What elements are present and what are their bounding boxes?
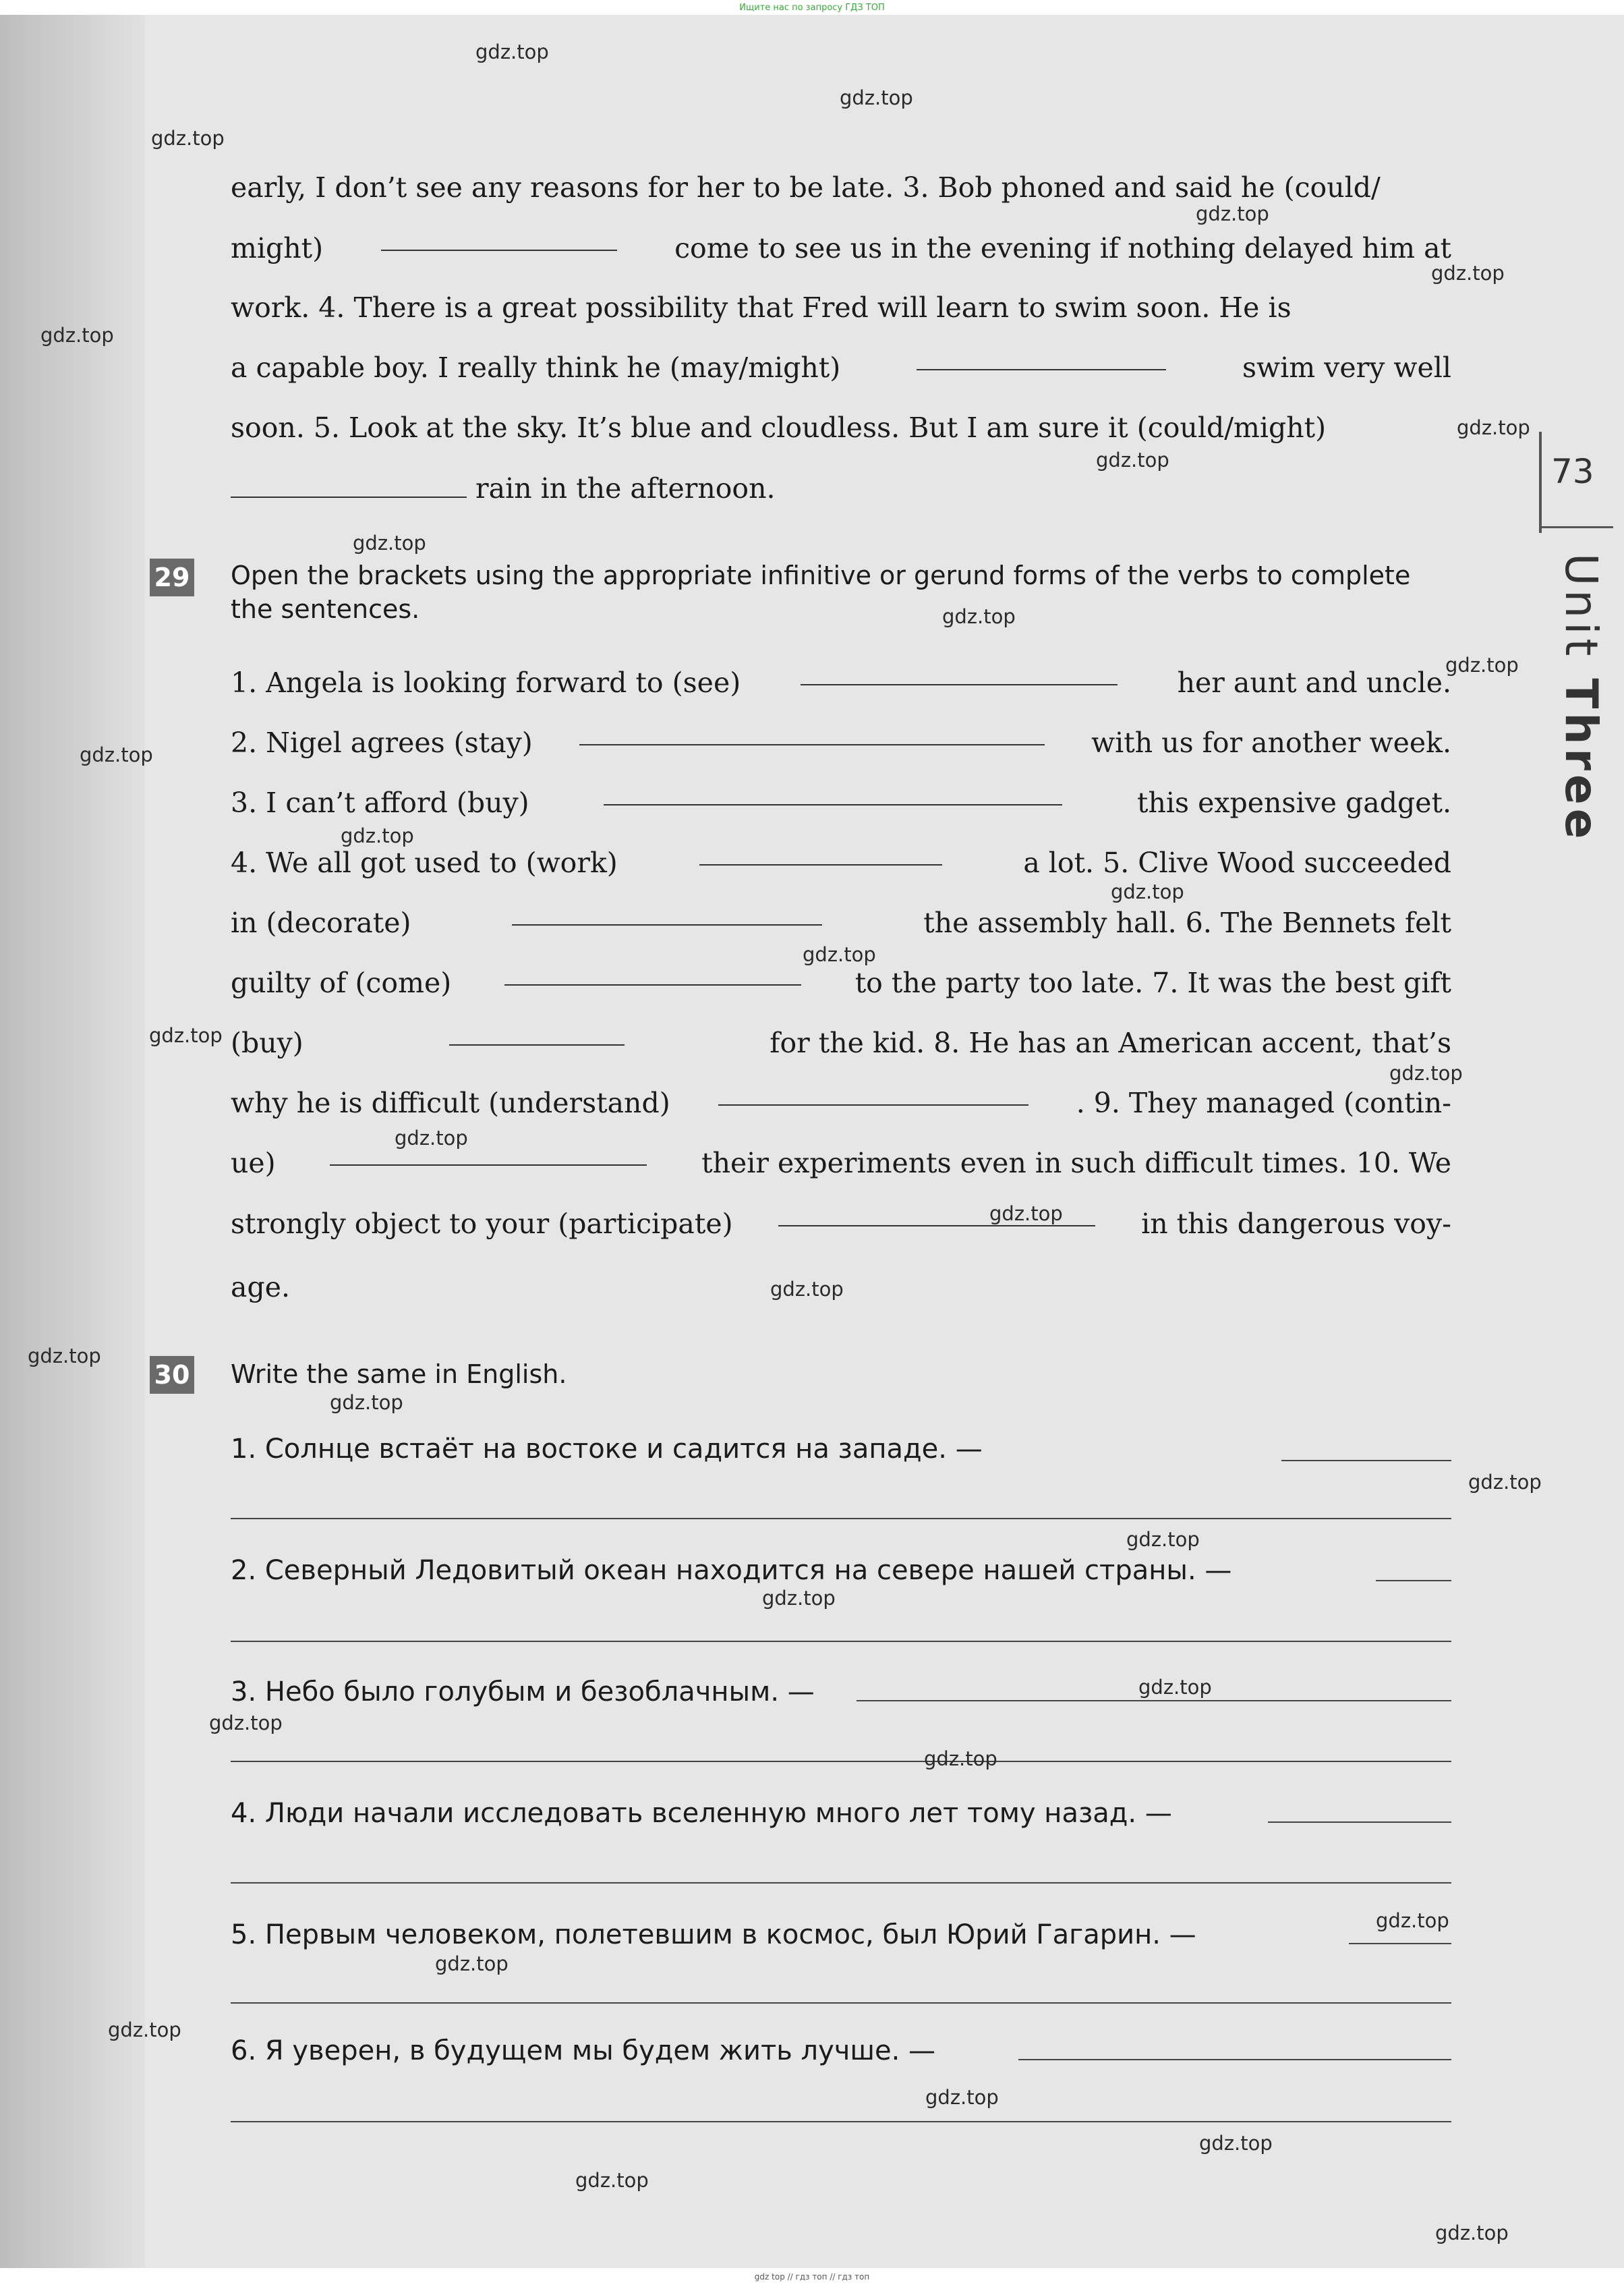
- answer-blank[interactable]: [699, 844, 942, 866]
- exercise-instruction: Write the same in English.: [231, 1359, 567, 1389]
- watermark: gdz.top: [353, 532, 426, 555]
- text-segment: in (decorate): [231, 907, 411, 939]
- text-line: [231, 289, 1451, 327]
- watermark: gdz.top: [475, 40, 549, 63]
- translation-item: 3. Небо было голубым и безоблачным. —: [231, 1676, 815, 1707]
- text-segment: why he is difficult (understand): [231, 1087, 670, 1119]
- watermark: gdz.top: [1376, 1909, 1449, 1932]
- watermark: gdz.top: [151, 127, 225, 150]
- answer-blank[interactable]: [579, 724, 1045, 745]
- watermark: gdz.top: [435, 1952, 509, 1975]
- text-line: [231, 409, 1451, 447]
- watermark: gdz.top: [924, 1747, 997, 1770]
- text-segment: ue): [231, 1147, 276, 1179]
- watermark: gdz.top: [40, 324, 114, 347]
- text-segment: a lot. 5. Clive Wood succeeded: [1023, 847, 1451, 879]
- watermark: gdz.top: [989, 1202, 1063, 1225]
- text-segment: early, I don’t see any reasons for her to be late. 3. Bob phoned and said he (could/: [231, 171, 1381, 204]
- watermark: gdz.top: [28, 1345, 101, 1367]
- watermark: gdz.top: [80, 743, 153, 766]
- translation-item: 4. Люди начали исследовать вселенную много лет тому назад. —: [231, 1798, 1172, 1829]
- watermark: gdz.top: [1435, 2222, 1509, 2244]
- header-note: Ищите нас по запросу ГДЗ ТОП: [739, 3, 885, 13]
- text-line: [231, 349, 1451, 387]
- text-segment: 2. Nigel agrees (stay): [231, 727, 533, 759]
- answer-blank[interactable]: [801, 664, 1118, 685]
- watermark: gdz.top: [803, 943, 876, 966]
- text-line: [231, 784, 1451, 822]
- unit-word: Unit: [1555, 553, 1607, 660]
- text-segment: this expensive gadget.: [1137, 787, 1451, 819]
- watermark: gdz.top: [1468, 1471, 1542, 1494]
- watermark: gdz.top: [925, 2086, 999, 2109]
- watermark: gdz.top: [762, 1587, 836, 1610]
- answer-line[interactable]: [1018, 2059, 1451, 2060]
- text-segment: come to see us in the evening if nothing delayed him at: [674, 232, 1451, 264]
- unit-word: Three: [1555, 678, 1607, 843]
- watermark: gdz.top: [108, 2018, 181, 2041]
- text-segment: rain in the afternoon.: [475, 472, 776, 505]
- answer-blank[interactable]: [449, 1024, 625, 1046]
- text-segment: work. 4. There is a great possibility that Fred will learn to swim soon. He is: [231, 291, 1292, 324]
- answer-line[interactable]: [231, 2121, 1451, 2122]
- watermark: gdz.top: [1196, 202, 1269, 225]
- watermark: gdz.top: [395, 1127, 468, 1150]
- watermark: gdz.top: [1111, 880, 1184, 903]
- answer-blank[interactable]: [381, 229, 617, 251]
- translation-item: 6. Я уверен, в будущем мы будем жить лучше. —: [231, 2035, 936, 2066]
- watermark: gdz.top: [1431, 262, 1505, 285]
- answer-line[interactable]: [1349, 1943, 1451, 1944]
- translation-item: 2. Северный Ледовитый океан находится на севере нашей страны. —: [231, 1555, 1232, 1586]
- text-segment: 4. We all got used to (work): [231, 847, 618, 879]
- text-segment: strongly object to your (participate): [231, 1208, 733, 1240]
- text-line: [231, 470, 1451, 507]
- watermark: gdz.top: [840, 86, 913, 109]
- unit-tab-divider: [1539, 432, 1542, 533]
- answer-blank[interactable]: [604, 784, 1062, 805]
- answer-blank[interactable]: [512, 904, 822, 926]
- page-number: 73: [1551, 452, 1594, 491]
- answer-line[interactable]: [1268, 1821, 1451, 1823]
- answer-line[interactable]: [1281, 1460, 1451, 1461]
- footer-note: gdz top // гдз топ // гдз топ: [754, 2272, 870, 2282]
- answer-blank[interactable]: [504, 964, 801, 986]
- text-segment: (buy): [231, 1027, 303, 1059]
- watermark: gdz.top: [575, 2169, 649, 2192]
- watermark: gdz.top: [209, 1712, 283, 1734]
- watermark: gdz.top: [1457, 416, 1530, 439]
- text-segment: with us for another week.: [1091, 727, 1451, 759]
- text-segment: might): [231, 232, 324, 264]
- translation-item: 5. Первым человеком, полетевшим в космос, был Юрий Гагарин. —: [231, 1919, 1196, 1950]
- text-segment: a capable boy. I really think he (may/might): [231, 351, 841, 384]
- answer-line[interactable]: [231, 1641, 1451, 1642]
- text-line: [231, 844, 1451, 882]
- watermark: gdz.top: [330, 1391, 403, 1414]
- text-segment: their experiments even in such difficult times. 10. We: [701, 1147, 1451, 1179]
- text-line: [231, 1084, 1451, 1122]
- text-line: [231, 169, 1451, 206]
- translation-item: 1. Солнце встаёт на востоке и садится на западе. —: [231, 1434, 983, 1465]
- watermark: gdz.top: [942, 605, 1016, 628]
- unit-tab-divider: [1539, 526, 1613, 528]
- text-line: [231, 1205, 1451, 1243]
- watermark: gdz.top: [1389, 1062, 1463, 1085]
- watermark: gdz.top: [770, 1278, 844, 1301]
- text-line: [231, 964, 1451, 1002]
- text-segment: her aunt and uncle.: [1177, 667, 1451, 699]
- text-line: [231, 1144, 1451, 1182]
- text-line: [231, 664, 1451, 702]
- text-line: [231, 1024, 1451, 1062]
- watermark: gdz.top: [341, 824, 414, 847]
- answer-blank[interactable]: [231, 476, 467, 498]
- exercise-instruction: Open the brackets using the appropriate infinitive or gerund forms of the verbs to complete the sentences.: [231, 561, 1411, 624]
- text-segment: . 9. They managed (contin-: [1076, 1087, 1451, 1119]
- answer-line[interactable]: [231, 1518, 1451, 1519]
- exercise-number-badge: 30: [150, 1356, 194, 1394]
- answer-blank[interactable]: [718, 1084, 1028, 1106]
- answer-blank[interactable]: [330, 1144, 647, 1166]
- answer-line[interactable]: [231, 1882, 1451, 1884]
- text-line: [231, 229, 1451, 267]
- text-segment: guilty of (come): [231, 967, 452, 999]
- text-segment: age.: [231, 1271, 290, 1303]
- text-segment: the assembly hall. 6. The Bennets felt: [923, 907, 1451, 939]
- watermark: gdz.top: [1445, 654, 1519, 677]
- watermark: gdz.top: [1096, 449, 1169, 472]
- text-segment: swim very well: [1242, 351, 1451, 384]
- answer-line[interactable]: [231, 1761, 1451, 1762]
- exercise-number-badge: 29: [150, 559, 194, 596]
- watermark: gdz.top: [1199, 2132, 1273, 2155]
- text-segment: for the kid. 8. He has an American accent, that’s: [770, 1027, 1451, 1059]
- text-line: [231, 904, 1451, 942]
- answer-line[interactable]: [857, 1700, 1451, 1701]
- text-segment: 1. Angela is looking forward to (see): [231, 667, 741, 699]
- watermark: gdz.top: [149, 1024, 223, 1047]
- unit-tab-label: [1555, 553, 1607, 843]
- watermark: gdz.top: [1138, 1676, 1212, 1699]
- text-line: [231, 724, 1451, 762]
- text-segment: 3. I can’t afford (buy): [231, 787, 529, 819]
- watermark: gdz.top: [1126, 1528, 1200, 1551]
- text-segment: to the party too late. 7. It was the best gift: [854, 967, 1451, 999]
- answer-line[interactable]: [231, 2002, 1451, 2004]
- answer-blank[interactable]: [917, 349, 1166, 370]
- text-segment: soon. 5. Look at the sky. It’s blue and cloudless. But I am sure it (could/might): [231, 412, 1327, 444]
- text-segment: in this dangerous voy-: [1141, 1208, 1451, 1240]
- answer-line[interactable]: [1376, 1580, 1451, 1581]
- page-gutter-shadow: [0, 15, 155, 2268]
